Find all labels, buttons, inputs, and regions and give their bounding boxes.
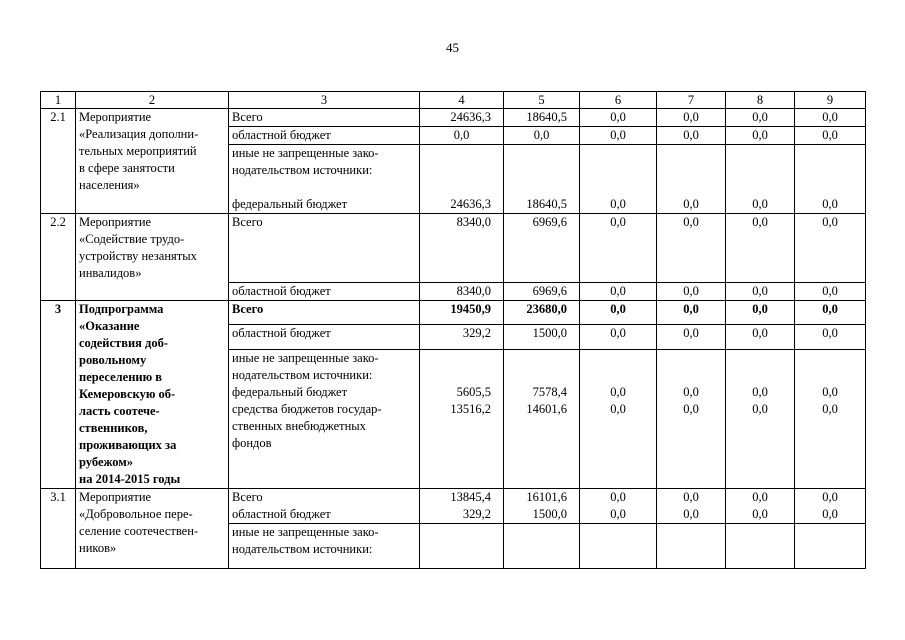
source-label: иные не запрещенные зако- нодательством источники: федеральный бюджет средства бюджетов государ- ственных внебюджетных фондов	[229, 349, 420, 488]
value-cell	[795, 524, 866, 569]
row-index: 3	[41, 301, 76, 489]
value-cell: 0,0 0,0	[580, 349, 657, 488]
value-cell: 0,0	[580, 109, 657, 127]
value-cell: 0,0 0,0	[657, 349, 726, 488]
value-cell: 0,0	[795, 109, 866, 127]
value-cell: 0,0	[795, 214, 866, 283]
value-cell: 0,0	[657, 127, 726, 145]
value-cell: 0,0	[580, 145, 657, 214]
source-label: Всего	[229, 214, 420, 283]
value-cell: 16101,6 1500,0	[504, 489, 580, 524]
header-cell: 6	[580, 92, 657, 109]
value-cell: 0,0	[726, 214, 795, 283]
value-cell: 0,0	[580, 301, 657, 325]
value-cell: 0,0	[580, 283, 657, 301]
value-cell: 19450,9	[420, 301, 504, 325]
value-cell: 0,0	[726, 283, 795, 301]
value-cell: 18640,5	[504, 109, 580, 127]
source-label: Всего областной бюджет	[229, 489, 420, 524]
value-cell	[580, 524, 657, 569]
value-cell: 6969,6	[504, 283, 580, 301]
value-cell: 0,0	[726, 301, 795, 325]
activity-name: Мероприятие «Реализация дополни- тельных мероприятий в сфере занятости населения»	[76, 109, 229, 214]
value-cell: 0,0	[657, 145, 726, 214]
value-cell: 0,0	[726, 325, 795, 349]
value-cell: 0,0 0,0	[580, 489, 657, 524]
value-cell	[726, 524, 795, 569]
header-cell: 1	[41, 92, 76, 109]
value-cell: 0,0	[726, 145, 795, 214]
source-label: иные не запрещенные зако- нодательством источники: федеральный бюджет	[229, 145, 420, 214]
subprogram-name: Подпрограмма «Оказание содействия доб- ровольному переселению в Кемеровскую об- ласть соотече- ственников, проживающих за рубежом» на 2014-2015 годы	[76, 301, 229, 489]
value-cell: 0,0 0,0	[726, 349, 795, 488]
value-cell: 0,0	[795, 325, 866, 349]
row-index: 3.1	[41, 489, 76, 569]
value-cell: 0,0	[657, 301, 726, 325]
value-cell: 23680,0	[504, 301, 580, 325]
activity-name: Мероприятие «Добровольное пере- селение соотечествен- ников»	[76, 489, 229, 569]
activity-name: Мероприятие «Содействие трудо- устройству незанятых инвалидов»	[76, 214, 229, 301]
header-cell: 8	[726, 92, 795, 109]
value-cell: 0,0	[726, 109, 795, 127]
value-cell: 0,0	[580, 127, 657, 145]
source-label: иные не запрещенные зако- нодательством источники:	[229, 524, 420, 569]
row-index: 2.1	[41, 109, 76, 214]
value-cell	[504, 524, 580, 569]
source-label: Всего	[229, 109, 420, 127]
value-cell: 24636,3	[420, 145, 504, 214]
header-cell: 9	[795, 92, 866, 109]
row-index: 2.2	[41, 214, 76, 301]
value-cell: 8340,0	[420, 214, 504, 283]
value-cell: 0,0 0,0	[795, 349, 866, 488]
value-cell: 18640,5	[504, 145, 580, 214]
value-cell: 7578,4 14601,6	[504, 349, 580, 488]
value-cell: 0,0 0,0	[726, 489, 795, 524]
value-cell: 0,0	[657, 325, 726, 349]
value-cell: 13845,4 329,2	[420, 489, 504, 524]
value-cell: 329,2	[420, 325, 504, 349]
value-cell: 24636,3	[420, 109, 504, 127]
value-cell: 0,0	[657, 214, 726, 283]
header-cell: 4	[420, 92, 504, 109]
header-row	[41, 92, 866, 109]
value-cell: 0,0	[795, 127, 866, 145]
header-cell: 5	[504, 92, 580, 109]
header-cell: 7	[657, 92, 726, 109]
header-cell: 2	[76, 92, 229, 109]
value-cell: 0,0	[795, 145, 866, 214]
budget-table	[40, 91, 866, 569]
value-cell: 0,0	[420, 127, 504, 145]
value-cell	[420, 524, 504, 569]
source-label: областной бюджет	[229, 325, 420, 349]
table-row	[41, 301, 866, 325]
value-cell: 0,0	[795, 301, 866, 325]
value-cell: 0,0	[580, 214, 657, 283]
page-number: 45	[446, 40, 459, 55]
value-cell: 0,0	[504, 127, 580, 145]
source-label: областной бюджет	[229, 283, 420, 301]
source-label: областной бюджет	[229, 127, 420, 145]
table-row	[41, 214, 866, 283]
header-cell: 3	[229, 92, 420, 109]
value-cell: 1500,0	[504, 325, 580, 349]
value-cell: 0,0	[657, 109, 726, 127]
value-cell: 0,0	[657, 283, 726, 301]
value-cell: 0,0 0,0	[795, 489, 866, 524]
value-cell	[657, 524, 726, 569]
value-cell: 0,0	[795, 283, 866, 301]
value-cell: 6969,6	[504, 214, 580, 283]
value-cell: 0,0 0,0	[657, 489, 726, 524]
table-row	[41, 489, 866, 524]
value-cell: 8340,0	[420, 283, 504, 301]
source-label: Всего	[229, 301, 420, 325]
value-cell: 0,0	[726, 127, 795, 145]
table-row	[41, 109, 866, 127]
value-cell: 0,0	[580, 325, 657, 349]
value-cell: 5605,5 13516,2	[420, 349, 504, 488]
